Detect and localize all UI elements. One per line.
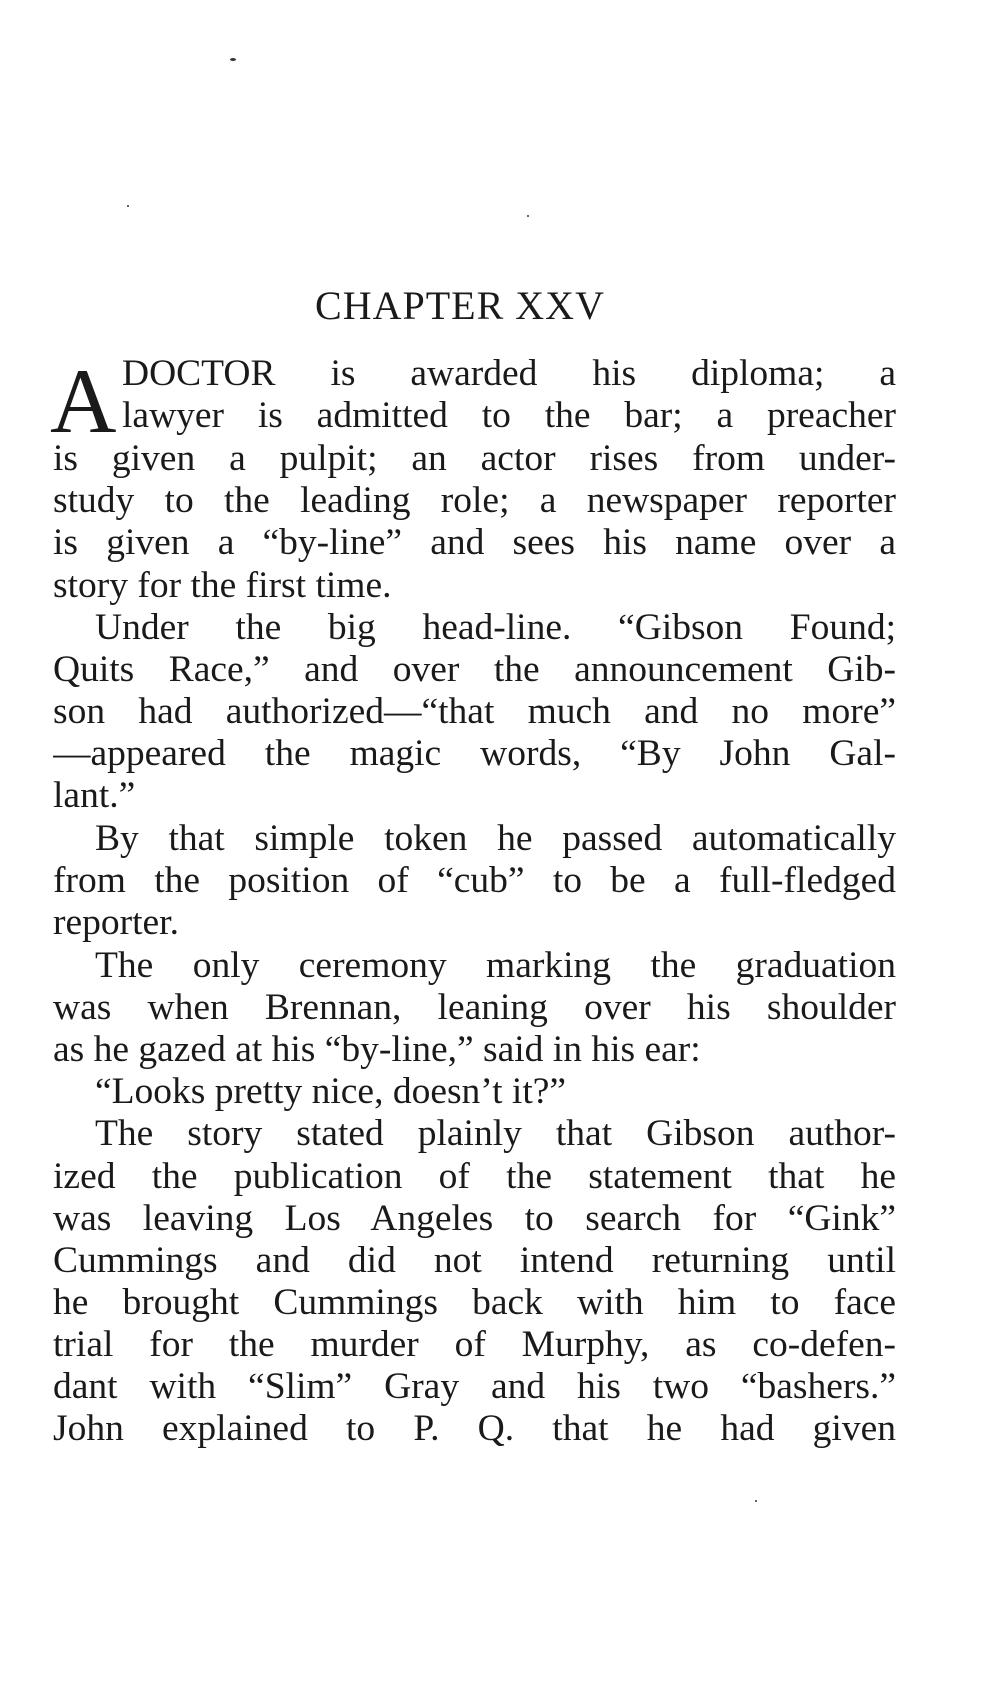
scan-speck xyxy=(230,58,236,61)
text-line: The story stated plainly that Gibson author- xyxy=(95,1113,896,1154)
drop-cap: A xyxy=(50,350,117,452)
text-line: dant with “Slim” Gray and his two “bashers.” xyxy=(53,1366,896,1407)
chapter-title: CHAPTER XXV xyxy=(315,283,605,328)
text-line: Under the big head-line. “Gibson Found; xyxy=(95,607,896,648)
text-line: ized the publication of the statement that he xyxy=(53,1156,896,1197)
text-line: son had authorized—“that much and no more” xyxy=(53,691,896,732)
text-line: —appeared the magic words, “By John Gal- xyxy=(53,733,896,774)
text-line: The only ceremony marking the graduation xyxy=(95,945,896,986)
text-line: is given a pulpit; an actor rises from under- xyxy=(53,438,896,479)
text-line: lant.” xyxy=(53,775,136,816)
text-line: from the position of “cub” to be a full-fledged xyxy=(53,860,896,901)
text-line: DOCTOR is awarded his diploma; a xyxy=(122,353,896,394)
scan-speck xyxy=(755,1500,757,1502)
text-line: Quits Race,” and over the announcement Gib- xyxy=(53,649,896,690)
text-line: story for the first time. xyxy=(53,565,392,606)
scan-speck xyxy=(527,215,529,217)
text-line: was when Brennan, leaning over his shoulder xyxy=(53,987,896,1028)
text-line: John explained to P. Q. that he had given xyxy=(53,1408,896,1449)
text-line: reporter. xyxy=(53,902,179,943)
text-line: he brought Cummings back with him to face xyxy=(53,1282,896,1323)
text-line: was leaving Los Angeles to search for “Gink” xyxy=(53,1198,896,1239)
text-line: lawyer is admitted to the bar; a preacher xyxy=(122,395,896,436)
text-line: is given a “by-line” and sees his name over a xyxy=(53,522,896,563)
text-line: Cummings and did not intend returning until xyxy=(53,1240,896,1281)
text-line: trial for the murder of Murphy, as co-defen- xyxy=(53,1324,896,1365)
text-line: By that simple token he passed automatically xyxy=(95,818,896,859)
text-line: study to the leading role; a newspaper reporter xyxy=(53,480,896,521)
text-line: “Looks pretty nice, doesn’t it?” xyxy=(95,1071,567,1112)
scan-speck xyxy=(127,205,129,207)
text-line: as he gazed at his “by-line,” said in his ear: xyxy=(53,1029,701,1070)
